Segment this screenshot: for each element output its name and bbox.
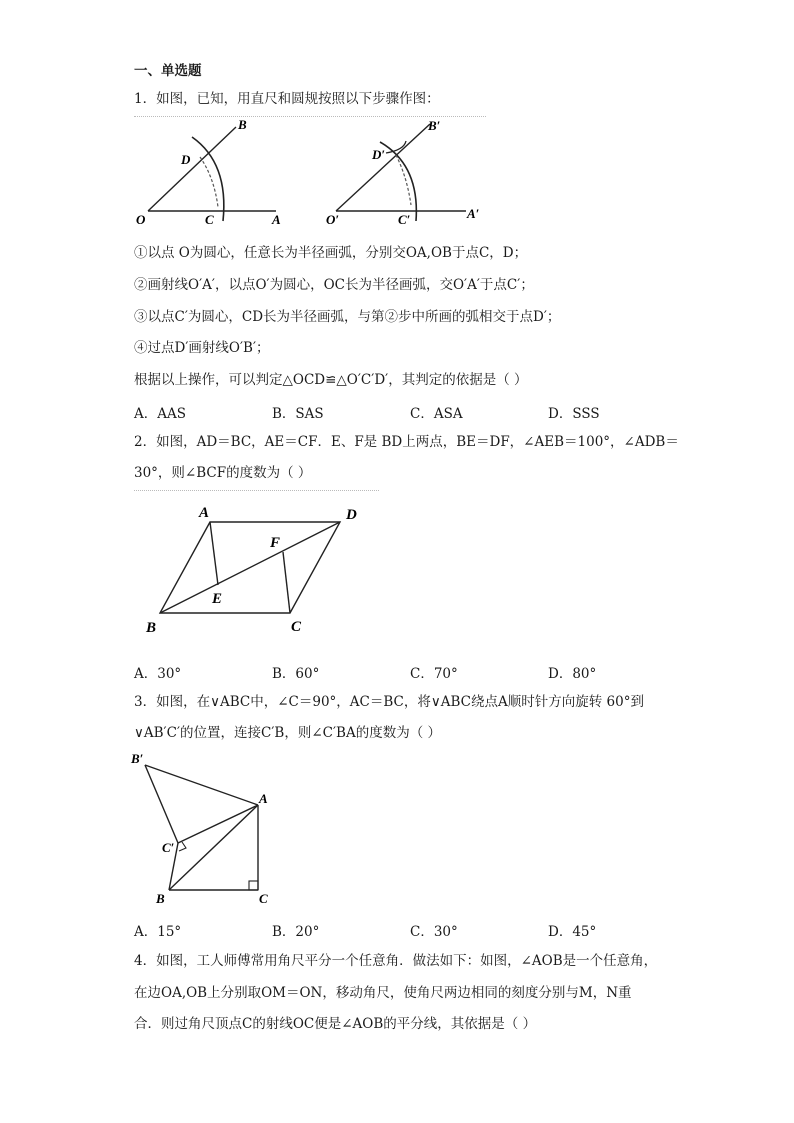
label-D: D — [181, 152, 191, 167]
q3-figure — [128, 748, 288, 908]
arc-cd — [192, 137, 224, 221]
label-C-prime: C′ — [398, 212, 411, 227]
q3-option-b[interactable]: B．20° — [272, 924, 320, 940]
q2-option-b[interactable]: B．60° — [272, 666, 320, 682]
label-E: E — [212, 591, 223, 607]
q3-line-2: ∨AB′C′的位置，连接C′B，则∠C′BA的度数为（ ） — [134, 725, 441, 741]
q1-step-1: ①以点 O为圆心，任意长为半径画弧，分别交OA,OB于点C，D； — [134, 245, 528, 261]
label-B-prime: B′ — [131, 751, 144, 766]
label-D-prime: D′ — [372, 147, 386, 162]
right-angle-c1 — [179, 842, 186, 851]
q1-step-3: ③以点C′为圆心，CD长为半径画弧，与第②步中所画的弧相交于点D′； — [134, 309, 561, 325]
label-C: C — [205, 212, 214, 227]
label-A: A — [199, 505, 210, 521]
segment-cf — [283, 552, 290, 613]
q1-step-4: ④过点D′画射线O′B′； — [134, 340, 270, 356]
q2-option-c[interactable]: C．70° — [410, 666, 458, 682]
q3-line-1: 3．如图，在∨ABC中，∠C＝90°，AC＝BC，将∨ABC绕点A顺时针方向旋转 60°到 — [134, 694, 644, 710]
q1-option-b[interactable]: B．SAS — [272, 406, 324, 422]
side-ac1 — [178, 805, 258, 843]
label-A: A — [259, 791, 268, 806]
side-ab — [169, 805, 258, 890]
q2-line-1: 2．如图，AD＝BC，AE＝CF．E、F是 BD上两点，BE＝DF，∠AEB＝100°，∠ADB＝ — [134, 434, 679, 450]
label-D: D — [346, 507, 357, 523]
label-B: B — [156, 891, 165, 906]
q1-option-d[interactable]: D．SSS — [548, 406, 600, 422]
label-A-prime: A′ — [467, 206, 480, 221]
label-B-prime: B′ — [428, 118, 441, 133]
q2-option-a[interactable]: A．30° — [134, 666, 182, 682]
ray-ob — [148, 127, 236, 211]
q3-option-d[interactable]: D．45° — [548, 924, 597, 940]
diagonal-bd — [160, 522, 340, 613]
scan-artifact-line — [134, 490, 379, 491]
right-angle-c — [249, 881, 258, 890]
arc-d-prime — [386, 141, 406, 153]
label-C: C — [291, 619, 302, 635]
label-B: B — [146, 620, 157, 636]
q1-stem: 1．如图，已知，用直尺和圆规按照以下步骤作图： — [134, 91, 440, 107]
label-B: B — [238, 117, 247, 132]
q1-step-2: ②画射线O′A′，以点O′为圆心，OC长为半径画弧，交O′A′于点C′； — [134, 277, 534, 293]
q1-question: 根据以上操作，可以判定△OCD≌△O′C′D′，其判定的依据是（ ） — [134, 372, 528, 388]
q1-figure-left — [134, 115, 294, 230]
label-F: F — [270, 535, 281, 551]
section-title: 一、单选题 — [134, 63, 202, 79]
label-O-prime: O′ — [326, 212, 340, 227]
label-C-prime: C′ — [162, 840, 175, 855]
side-b1c1 — [145, 765, 178, 843]
q4-line-1: 4．如图，工人师傅常用角尺平分一个任意角．做法如下：如图，∠AOB是一个任意角， — [134, 953, 658, 969]
q4-line-3: 合．则过角尺顶点C的射线OC便是∠AOB的平分线，其依据是（ ） — [134, 1016, 537, 1032]
side-ab1 — [145, 765, 258, 805]
label-O: O — [136, 212, 146, 227]
label-A: A — [272, 212, 281, 227]
q3-option-c[interactable]: C．30° — [410, 924, 458, 940]
segment-ae — [210, 522, 218, 585]
label-C: C — [259, 891, 268, 906]
q2-line-2: 30°，则∠BCF的度数为（ ） — [134, 465, 312, 481]
q4-line-2: 在边OA,OB上分别取OM＝ON，移动角尺，使角尺两边相同的刻度分别与M，N重 — [134, 985, 632, 1001]
q2-option-d[interactable]: D．80° — [548, 666, 597, 682]
q2-figure — [140, 500, 380, 640]
q1-option-c[interactable]: C．ASA — [410, 406, 463, 422]
q1-figure-right — [322, 115, 492, 230]
q1-option-a[interactable]: A．AAS — [134, 406, 186, 422]
q3-option-a[interactable]: A．15° — [134, 924, 182, 940]
